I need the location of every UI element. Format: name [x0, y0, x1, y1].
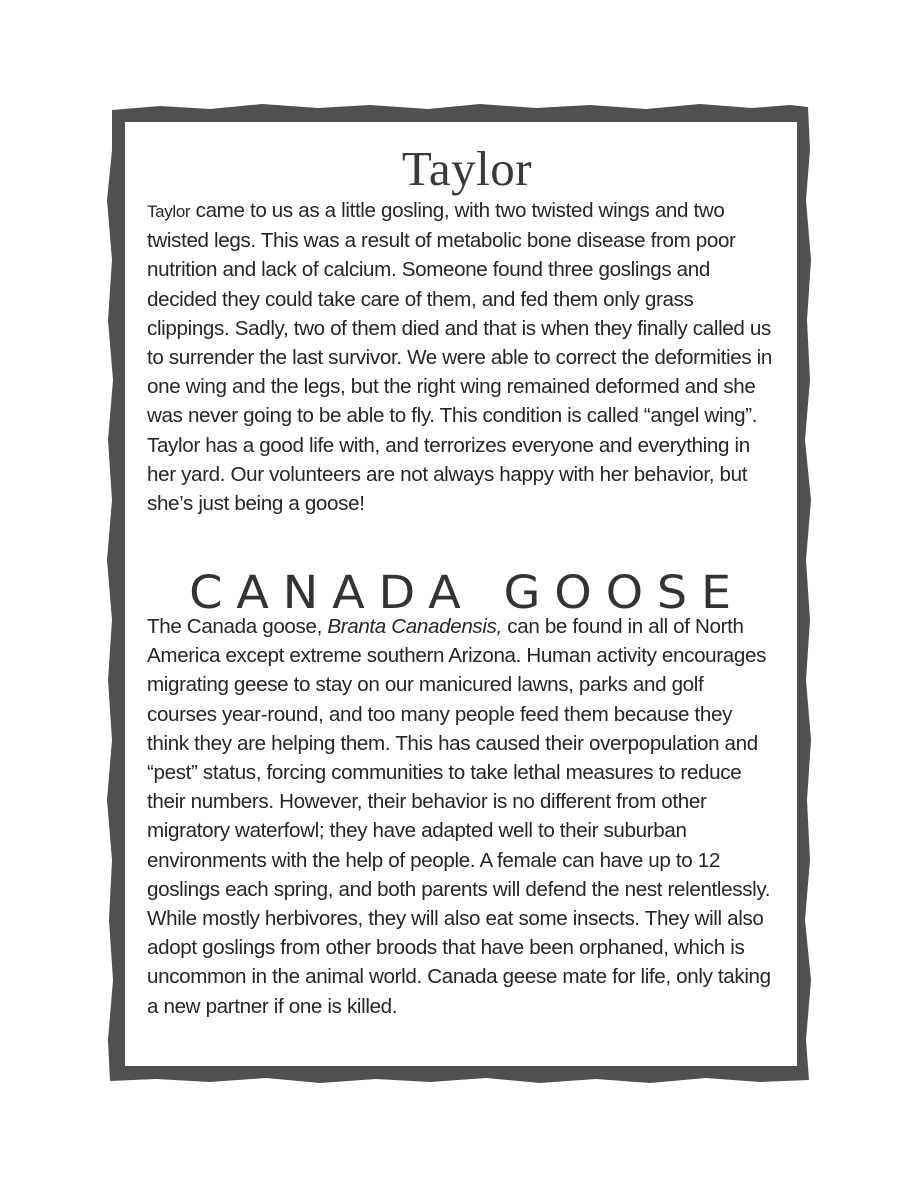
canada-goose-intro: The Canada goose, [147, 615, 328, 638]
canada-goose-text: can be found in all of North America except extreme southern Arizona. Human activity encourages migrating geese to stay on our manicured lawns, parks and golf courses year-round, and too many people feed them because they think they are helping them. This has caused their overpopulation and “pest” status, forcing communities to take lethal measures to reduce their numbers. However, their behavior is no different from other migratory waterfowl; they have adapted well to their suburban environments with the help of people. A female can have up to 12 goslings each spring, and both parents will defend the nest relentlessly. While mostly herbivores, they will also eat some insects. They will also adopt goslings from other broods that have been orphaned, which is uncommon in the animal world. Canada geese mate for life, only taking a new partner if one is killed. [147, 615, 771, 1018]
canada-goose-paragraph [147, 612, 772, 1021]
taylor-story-text: came to us as a little gosling, with two twisted wings and two twisted legs. This was a result of metabolic bone disease from poor nutrition and lack of calcium. Someone found three goslings and decided they could take care of them, and fed them only grass clippings. Sadly, two of them died and that is when they finally called us to surrender the last survivor. We were able to correct the deformities in one wing and the legs, but the right wing remained deformed and she was never going to be able to fly. This condition is called “angel wing”. Taylor has a good life with, and terrorizes everyone and everything in her yard. Our volunteers are not always happy with her behavior, but she’s just being a goose! [147, 199, 772, 516]
scientific-name: Branta Canadensis, [327, 615, 502, 638]
taylor-story-paragraph [147, 196, 772, 518]
taylor-name-inline: Taylor [147, 202, 191, 221]
canada-goose-title: CANADA GOOSE [189, 566, 745, 619]
taylor-title: Taylor [401, 141, 533, 196]
